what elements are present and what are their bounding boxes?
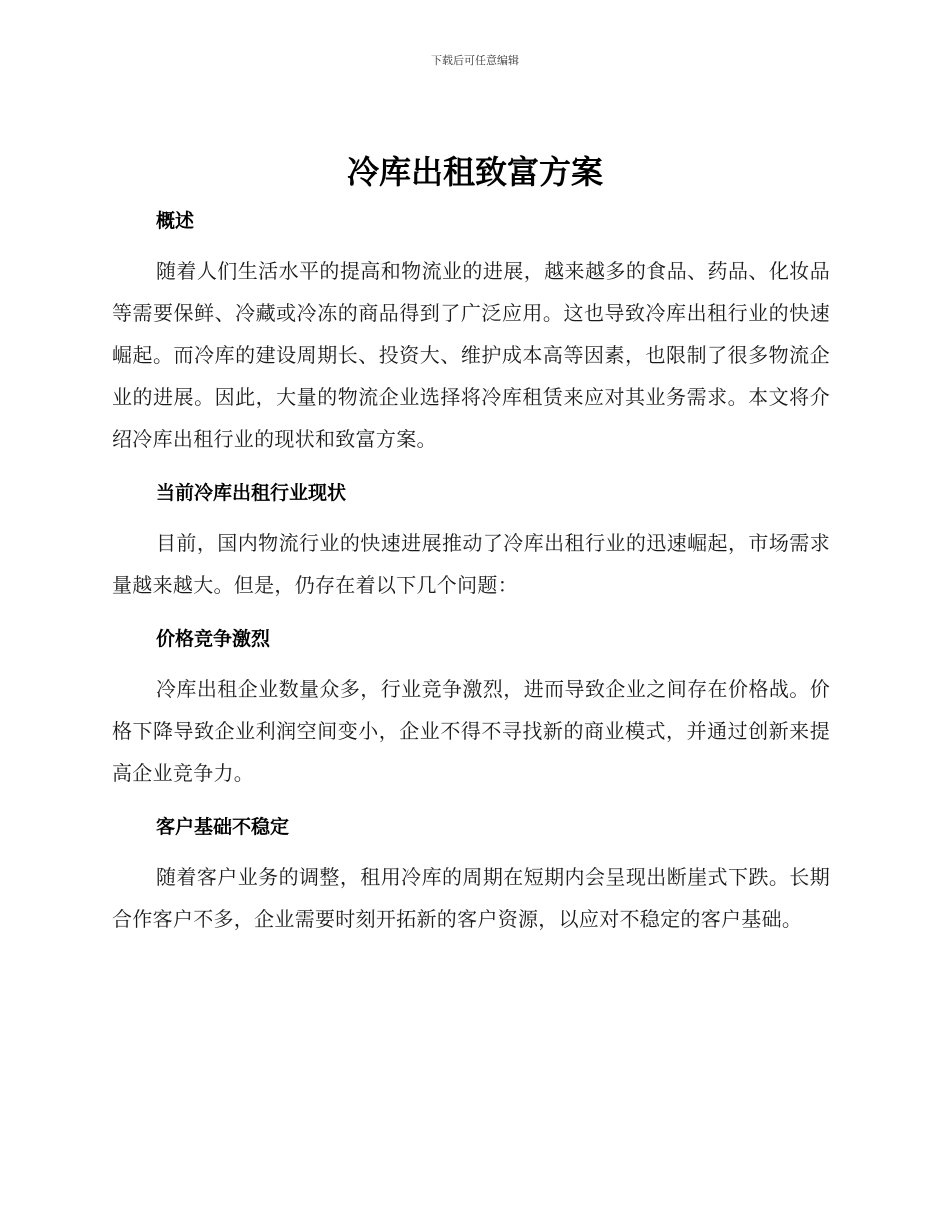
section-heading: 概述 <box>156 210 195 232</box>
section-unstable-customers <box>112 806 830 940</box>
section-overview <box>112 200 830 460</box>
section-paragraph: 冷库出租企业数量众多，行业竞争激烈，进而导致企业之间存在价格战。价格下降导致企业利润空间变小，企业不得不寻找新的商业模式，并通过创新来提高企业竞争力。 <box>112 677 830 785</box>
document-title: 冷库出租致富方案 <box>346 153 603 191</box>
document-body <box>112 200 830 940</box>
section-heading: 价格竞争激烈 <box>156 628 271 650</box>
section-price-competition <box>112 618 830 794</box>
section-paragraph: 随着人们生活水平的提高和物流业的进展，越来越多的食品、药品、化妆品等需要保鲜、冷藏或冷冻的商品得到了广泛应用。这也导致冷库出租行业的快速崛起。而冷库的建设周期长、投资大、维护成本高等因素，也限制了很多物流企业的进展。因此，大量的物流企业选择将冷库租赁来应对其业务需求。本文将介绍冷库出租行业的现状和致富方案。 <box>112 259 830 451</box>
section-current-status <box>112 472 830 606</box>
section-paragraph: 目前，国内物流行业的快速进展推动了冷库出租行业的迅速崛起，市场需求量越来越大。但是，仍存在着以下几个问题： <box>112 531 830 597</box>
page-header-note: 下载后可任意编辑 <box>431 54 519 67</box>
section-heading: 当前冷库出租行业现状 <box>156 482 347 504</box>
section-paragraph: 随着客户业务的调整，租用冷库的周期在短期内会呈现出断崖式下跌。长期合作客户不多，企业需要时刻开拓新的客户资源，以应对不稳定的客户基础。 <box>112 865 830 931</box>
section-heading: 客户基础不稳定 <box>156 816 290 838</box>
